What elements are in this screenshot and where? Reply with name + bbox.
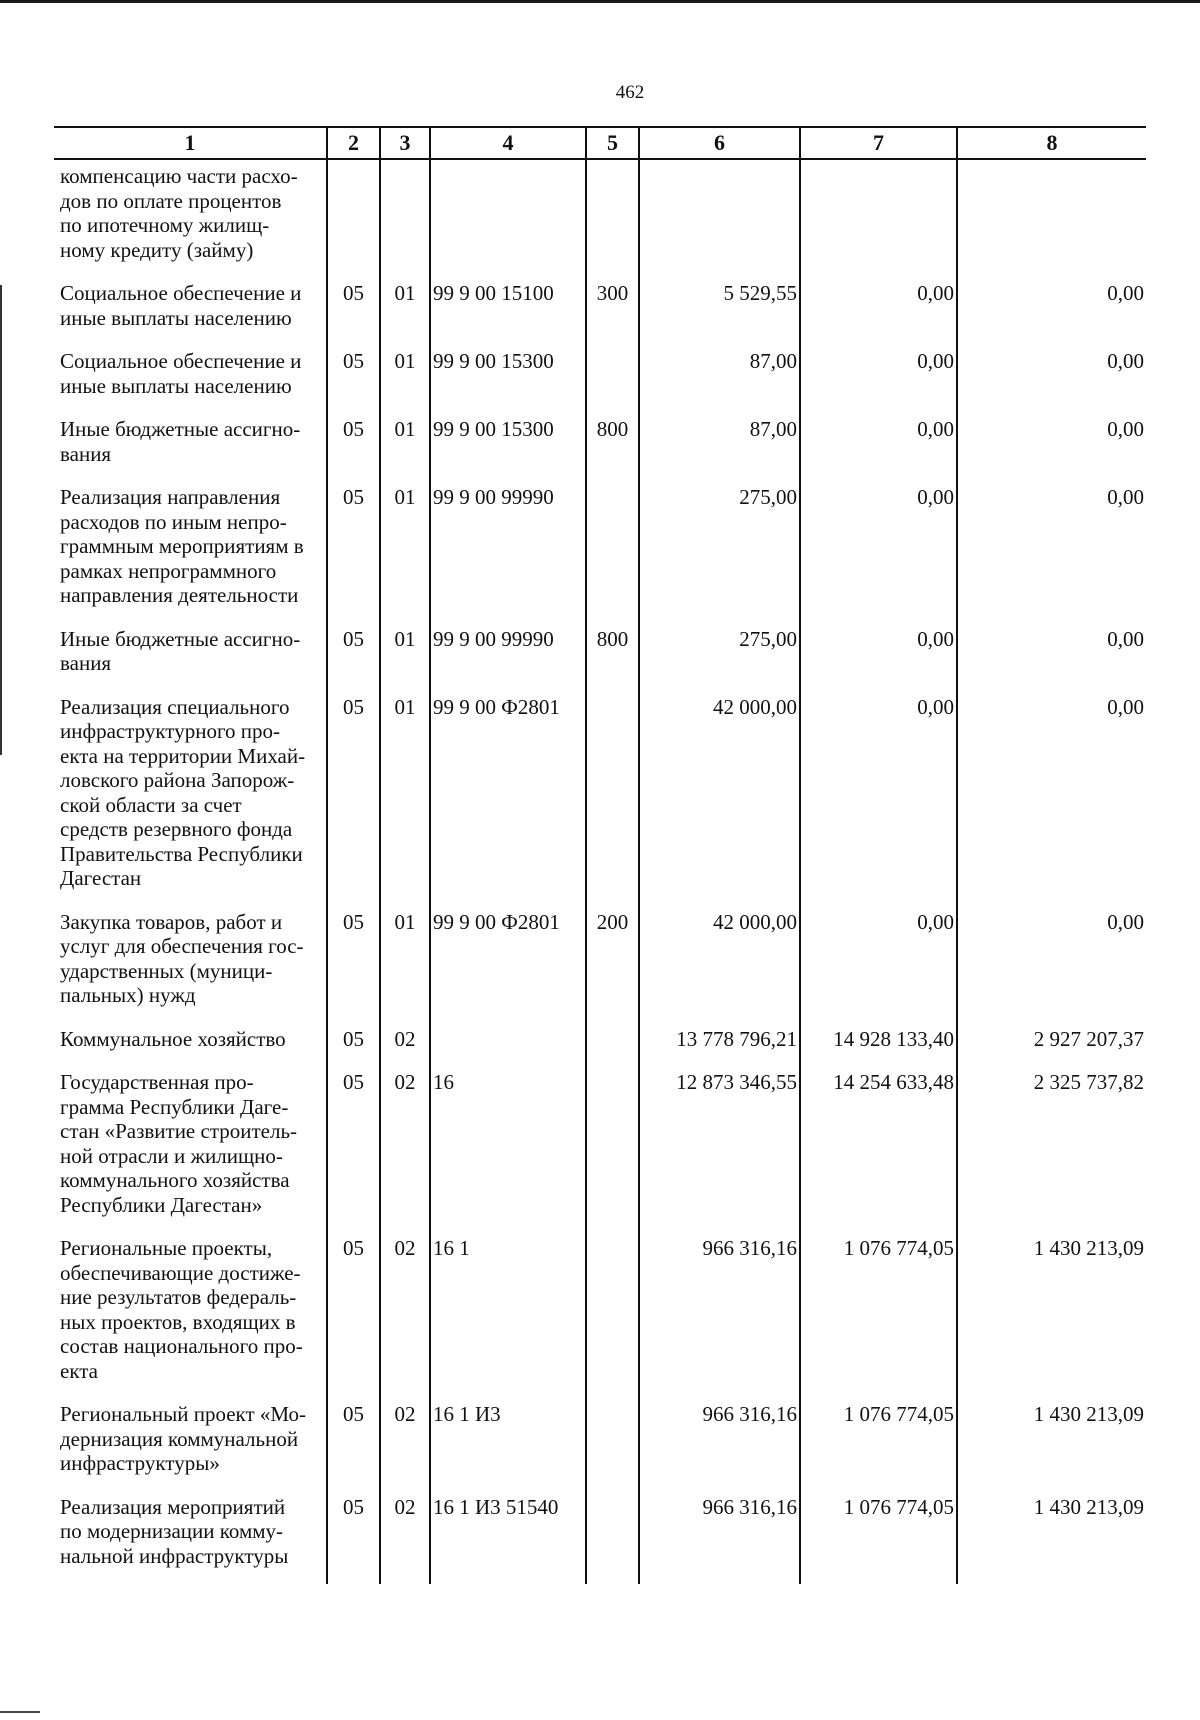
amount-col6-cell: 966 316,16 bbox=[639, 1491, 800, 1585]
amount-col7-cell bbox=[800, 159, 957, 277]
expense-type-cell bbox=[586, 1066, 639, 1232]
target-article-cell bbox=[430, 159, 586, 277]
row-name-cell: Социальное обеспечение и иные выплаты населению bbox=[60, 281, 302, 330]
section-code-cell: 05 bbox=[327, 906, 380, 1023]
subsection-code-cell: 01 bbox=[380, 481, 430, 623]
target-article-cell bbox=[430, 1023, 586, 1067]
table-body bbox=[54, 159, 1146, 1584]
amount-col6-cell: 87,00 bbox=[639, 345, 800, 413]
section-code-cell: 05 bbox=[327, 1232, 380, 1398]
target-article-cell: 99 9 00 99990 bbox=[430, 623, 586, 691]
expense-type-cell: 800 bbox=[586, 413, 639, 481]
target-article-cell: 99 9 00 Ф2801 bbox=[430, 691, 586, 906]
amount-col7-cell: 1 076 774,05 bbox=[800, 1232, 957, 1398]
row-name-cell: Реализация направления расходов по иным непро- граммным мероприятиям в рамках непрограммного направления деятельности bbox=[60, 485, 304, 607]
expense-type-cell bbox=[586, 481, 639, 623]
row-name-cell: Иные бюджетные ассигно- вания bbox=[60, 626, 301, 675]
table-row bbox=[54, 1023, 1146, 1067]
amount-col7-cell: 0,00 bbox=[800, 413, 957, 481]
amount-col7-cell: 1 076 774,05 bbox=[800, 1491, 957, 1585]
amount-col8-cell: 0,00 bbox=[957, 623, 1146, 691]
amount-col6-cell: 87,00 bbox=[639, 413, 800, 481]
subsection-code-cell: 01 bbox=[380, 413, 430, 481]
row-name-cell: Реализация мероприятий по модернизации комму- нальной инфраструктуры bbox=[60, 1494, 289, 1568]
column-header: 5 bbox=[586, 127, 639, 159]
amount-col8-cell: 1 430 213,09 bbox=[957, 1491, 1146, 1585]
table-row bbox=[54, 1232, 1146, 1398]
table-row bbox=[54, 1398, 1146, 1491]
amount-col7-cell: 0,00 bbox=[800, 906, 957, 1023]
amount-col8-cell: 1 430 213,09 bbox=[957, 1232, 1146, 1398]
row-name-cell: Реализация специального инфраструктурного про- екта на территории Михай- ловского района Запорож- ской области за счет средств резервного фонда Правительства Республики Дагестан bbox=[60, 694, 306, 890]
amount-col7-cell: 14 928 133,40 bbox=[800, 1023, 957, 1067]
target-article-cell: 99 9 00 Ф2801 bbox=[430, 906, 586, 1023]
subsection-code-cell: 02 bbox=[380, 1023, 430, 1067]
amount-col6-cell: 42 000,00 bbox=[639, 906, 800, 1023]
table-row bbox=[54, 906, 1146, 1023]
section-code-cell: 05 bbox=[327, 277, 380, 345]
expense-type-cell bbox=[586, 345, 639, 413]
table-row bbox=[54, 277, 1146, 345]
section-code-cell: 05 bbox=[327, 481, 380, 623]
subsection-code-cell bbox=[380, 159, 430, 277]
table-row bbox=[54, 1066, 1146, 1232]
expense-type-cell bbox=[586, 691, 639, 906]
column-header: 6 bbox=[639, 127, 800, 159]
section-code-cell: 05 bbox=[327, 1398, 380, 1491]
section-code-cell bbox=[327, 159, 380, 277]
scan-border-bottom bbox=[0, 1711, 40, 1713]
target-article-cell: 99 9 00 15300 bbox=[430, 345, 586, 413]
amount-col8-cell: 0,00 bbox=[957, 345, 1146, 413]
amount-col8-cell: 2 325 737,82 bbox=[957, 1066, 1146, 1232]
row-name-cell: Закупка товаров, работ и услуг для обеспечения гос- ударственных (муници- пальных) нужд bbox=[60, 909, 304, 1007]
expense-type-cell bbox=[586, 1398, 639, 1491]
subsection-code-cell: 02 bbox=[380, 1398, 430, 1491]
row-name-cell: Социальное обеспечение и иные выплаты населению bbox=[60, 349, 302, 398]
section-code-cell: 05 bbox=[327, 1023, 380, 1067]
expense-type-cell bbox=[586, 1232, 639, 1398]
target-article-cell: 16 bbox=[430, 1066, 586, 1232]
target-article-cell: 16 1 bbox=[430, 1232, 586, 1398]
table-row bbox=[54, 1491, 1146, 1585]
column-header: 4 bbox=[430, 127, 586, 159]
expense-type-cell bbox=[586, 1491, 639, 1585]
section-code-cell: 05 bbox=[327, 691, 380, 906]
target-article-cell: 16 1 И3 51540 bbox=[430, 1491, 586, 1585]
section-code-cell: 05 bbox=[327, 1491, 380, 1585]
target-article-cell: 16 1 И3 bbox=[430, 1398, 586, 1491]
amount-col6-cell: 966 316,16 bbox=[639, 1232, 800, 1398]
amount-col6-cell: 275,00 bbox=[639, 481, 800, 623]
subsection-code-cell: 02 bbox=[380, 1232, 430, 1398]
row-name-cell: Государственная про- грамма Республики Даге- стан «Развитие строитель- ной отрасли и жилищно- коммунального хозяйства Республики Дагестан» bbox=[60, 1070, 298, 1217]
row-name-cell: Региональный проект «Мо- дернизация коммунальной инфраструктуры» bbox=[60, 1402, 307, 1475]
page-number: 462 bbox=[615, 82, 645, 103]
row-name-cell: Иные бюджетные ассигно- вания bbox=[60, 417, 301, 466]
budget-table bbox=[54, 126, 1146, 1584]
amount-col6-cell: 275,00 bbox=[639, 623, 800, 691]
amount-col7-cell: 0,00 bbox=[800, 277, 957, 345]
table-row bbox=[54, 159, 1146, 277]
amount-col7-cell: 14 254 633,48 bbox=[800, 1066, 957, 1232]
header-row bbox=[54, 127, 1146, 159]
amount-col8-cell: 0,00 bbox=[957, 906, 1146, 1023]
scan-border-top bbox=[0, 0, 1200, 3]
amount-col7-cell: 1 076 774,05 bbox=[800, 1398, 957, 1491]
subsection-code-cell: 01 bbox=[380, 277, 430, 345]
expense-type-cell bbox=[586, 1023, 639, 1067]
row-name-cell: Коммунальное хозяйство bbox=[60, 1026, 286, 1051]
amount-col8-cell: 0,00 bbox=[957, 691, 1146, 906]
amount-col6-cell bbox=[639, 159, 800, 277]
amount-col8-cell bbox=[957, 159, 1146, 277]
table-row bbox=[54, 345, 1146, 413]
amount-col7-cell: 0,00 bbox=[800, 691, 957, 906]
column-header: 1 bbox=[54, 127, 327, 159]
target-article-cell: 99 9 00 99990 bbox=[430, 481, 586, 623]
amount-col6-cell: 42 000,00 bbox=[639, 691, 800, 906]
amount-col8-cell: 2 927 207,37 bbox=[957, 1023, 1146, 1067]
amount-col6-cell: 12 873 346,55 bbox=[639, 1066, 800, 1232]
amount-col8-cell: 0,00 bbox=[957, 277, 1146, 345]
expense-type-cell: 800 bbox=[586, 623, 639, 691]
section-code-cell: 05 bbox=[327, 1066, 380, 1232]
column-header: 3 bbox=[380, 127, 430, 159]
subsection-code-cell: 02 bbox=[380, 1491, 430, 1585]
expense-type-cell bbox=[586, 159, 639, 277]
amount-col8-cell: 1 430 213,09 bbox=[957, 1398, 1146, 1491]
subsection-code-cell: 02 bbox=[380, 1066, 430, 1232]
row-name-cell: компенсацию части расхо- дов по оплате процентов по ипотечному жилищ- ному кредиту (займу) bbox=[60, 164, 298, 262]
amount-col7-cell: 0,00 bbox=[800, 623, 957, 691]
row-name-cell: Региональные проекты, обеспечивающие достиже- ние результатов федераль- ных проектов, входящих в состав национального про- екта bbox=[60, 1236, 303, 1383]
amount-col7-cell: 0,00 bbox=[800, 481, 957, 623]
column-header: 2 bbox=[327, 127, 380, 159]
section-code-cell: 05 bbox=[327, 413, 380, 481]
expense-type-cell: 200 bbox=[586, 906, 639, 1023]
amount-col8-cell: 0,00 bbox=[957, 413, 1146, 481]
amount-col7-cell: 0,00 bbox=[800, 345, 957, 413]
amount-col6-cell: 13 778 796,21 bbox=[639, 1023, 800, 1067]
scan-border-left bbox=[0, 285, 2, 755]
subsection-code-cell: 01 bbox=[380, 691, 430, 906]
subsection-code-cell: 01 bbox=[380, 345, 430, 413]
target-article-cell: 99 9 00 15100 bbox=[430, 277, 586, 345]
amount-col8-cell: 0,00 bbox=[957, 481, 1146, 623]
expense-type-cell: 300 bbox=[586, 277, 639, 345]
target-article-cell: 99 9 00 15300 bbox=[430, 413, 586, 481]
subsection-code-cell: 01 bbox=[380, 906, 430, 1023]
column-header: 8 bbox=[957, 127, 1146, 159]
subsection-code-cell: 01 bbox=[380, 623, 430, 691]
table-row bbox=[54, 691, 1146, 906]
table-row bbox=[54, 623, 1146, 691]
section-code-cell: 05 bbox=[327, 623, 380, 691]
amount-col6-cell: 5 529,55 bbox=[639, 277, 800, 345]
amount-col6-cell: 966 316,16 bbox=[639, 1398, 800, 1491]
section-code-cell: 05 bbox=[327, 345, 380, 413]
table-row bbox=[54, 413, 1146, 481]
table-row bbox=[54, 481, 1146, 623]
column-header: 7 bbox=[800, 127, 957, 159]
